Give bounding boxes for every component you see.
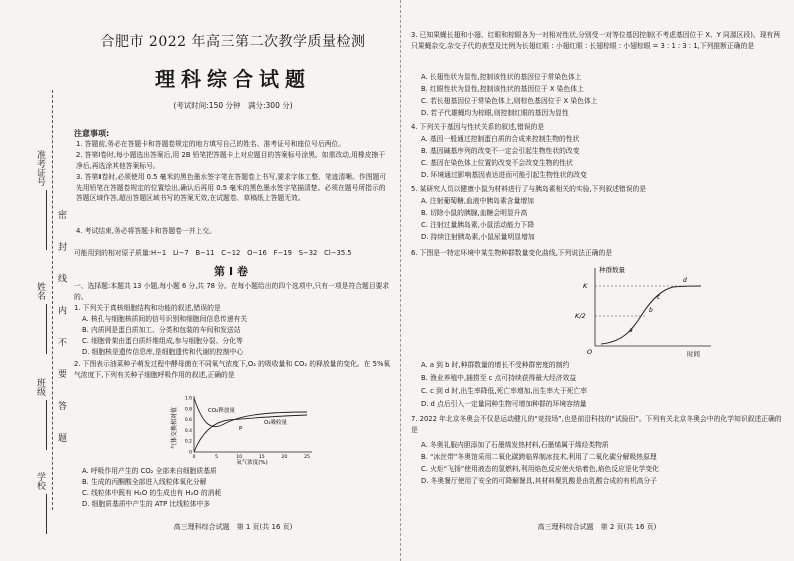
class-label: 班级 [35,378,45,396]
volume-heading: 第Ⅰ卷 [213,265,253,278]
q4-stem: 4. 下列关于基因与性状关系的叙述,错误的是 [411,123,545,131]
q2-option-a: A. 呼吸作用产生的 CO₂ 全部来自细胞质基质 [82,467,217,475]
q2-y-tick-label: 0.4 [184,428,192,434]
q1-option-a: A. 核孔与细胞核质间的信号识别和细胞间信息传递有关 [82,315,248,323]
q6-option-c: C. c 到 d 时,出生率降低,死亡率增加,出生率大于死亡率 [421,387,588,395]
binding-strip [0,0,70,561]
q5-option-d: D. 持续注射胰岛素,小鼠尿量明显增加 [421,233,535,241]
q2-o2-curve [194,415,307,452]
seal-dashed-line [52,90,53,510]
q2-y-tick-label: 1.0 [184,396,192,402]
q1-option-c: C. 细胞骨架由蛋白质纤维组成,参与细胞分裂、分化等 [82,337,243,345]
q2-y-ticks [185,396,192,456]
q2-option-d: D. 细胞质基质中产生的 ATP 比线粒体中多 [82,500,211,508]
exam-title: 合肥市 2022 年高三第二次教学质量检测 [100,34,366,50]
q2-option-b: B. 生成的丙酮酸全部进入线粒体氧化分解 [82,478,207,486]
q6-point-b: b [649,307,653,314]
q7-option-c: C. 火炬“飞扬”使用液态的氢燃料,利用焰色反应使火焰着色,焰色反应是化学变化 [421,465,659,473]
time-info: (考试时间:150 分钟 满分:300 分) [173,101,293,110]
q6-point-d: d [683,277,687,284]
page-2-footer: 高三理科综合试题 第 2 页(共 16 页) [537,523,657,531]
q6-ylabel: 种群数量 [599,266,625,274]
q6-stem: 6. 下图是一特定环境中某生物种群数量变化曲线,下列说法正确的是 [411,249,613,257]
q5-option-c: C. 注射过量胰岛素,小鼠活动能力下降 [421,221,535,229]
q5-stem: 5. 某研究人员以健康小鼠为材料进行了与胰岛素相关的实验,下列叙述错误的是 [411,185,647,193]
school-label: 学校 [35,472,45,490]
q2-stem: 2. 下图表示油菜种子萌发过程中酵母菌在不同氧气浓度下,O₂ 的吸收量和 CO₂ 的释放量的变化。在 5%氧气浓度下,下列有关种子细胞呼吸作用的叙述,正确的是 [74,360,391,379]
q3-option-b: B. 红眼性状为显性,控制该性状的基因位于 X 染色体上 [421,85,584,93]
class-line [46,400,47,450]
admission-label: 准考证号 [35,150,45,186]
q7-stem: 7. 2022 年北京冬奥会不仅是运动健儿的“竞技场”,也是前沿科技的“试验田”。下列有关北京冬奥会中的化学知识叙述正确的是 [411,415,782,434]
q4-option-b: B. 基因碱基序列的改变不一定会引起生物性状的改变 [421,147,580,155]
q2-figure [172,392,322,466]
q6-figure [561,262,721,358]
q1-option-b: B. 内质网是蛋白质加工、分类和包装的车间和发送站 [82,326,241,334]
q6-option-b: B. 渔业养殖中,捕捞至 c 点可持续获得最大经济效益 [421,374,577,382]
name-label: 姓名 [35,282,45,300]
q6-xlabel: 时间 [687,350,700,358]
q1-option-d: D. 细胞核是遗传信息库,是细胞遗传和代谢的控制中心 [82,348,244,356]
notes-heading: 注意事项: [74,129,110,138]
q2-ylabel: 气体交换相对值 [171,406,178,450]
q2-x-tick-label: 15 [258,455,265,460]
q6-growth-curve [601,286,701,344]
q5-option-b: B. 切除小鼠的胰腺,血糖会明显升高 [421,209,528,217]
q4-option-d: D. 环境通过影响基因表达进而可能引起生物性状的改变 [421,171,587,179]
note-3: 3. 答第Ⅱ卷时,必须使用 0.5 毫米的黑色墨水签字笔在答题卷上书写,要求字体工整、笔迹清晰。作图题可先用铅笔在答题卷规定的位置绘出,确认后再用 0.5 毫米的黑色墨水签字笔描清楚。必须在题号所指示的答题区域作答,超出答题区域书写的答案无效,在试题卷、草稿纸上答题无效。 [76,173,387,203]
school-line [46,494,47,534]
q2-option-c: C. 线粒体中既有 H₂O 的生成也有 H₂O 的消耗 [82,489,222,497]
q2-x-tick-label: 0 [192,455,196,460]
atomic-masses: 可能用到的相对原子质量:H−1 Li−7 B−11 C−12 O−16 F−19 S−32 Cl−35.5 [74,249,352,257]
q2-x-tick-label: 20 [281,455,288,460]
q2-series-o2-label: O₂吸收量 [264,420,288,426]
q2-y-tick-label: 0.2 [184,439,192,445]
q6-origin-label: O [587,348,593,356]
q6-option-d: D. d 点后引入一定量同种生物可增加种群的环境容纳量 [421,400,587,408]
seal-text: 密 封 线 内 不 要 答 题 [56,210,66,453]
q6-k2-label: K/2 [575,312,586,320]
q2-y-tick-label: 0.8 [184,407,192,413]
q3-option-a: A. 长翅性状为显性,控制该性状的基因位于常染色体上 [421,73,582,81]
q2-x-tick-label: 25 [304,455,310,460]
q3-option-d: D. 若子代雄蝇均为棕眼,则控制红眼的基因为显性 [421,109,569,117]
note-4: 4. 考试结束,务必将答题卡和答题卷一并上交。 [76,227,216,235]
q6-point-c: c [657,294,661,301]
q2-point-p-label: P [239,426,243,432]
q5-option-a: A. 注射葡萄糖,血液中胰岛素含量增加 [421,197,534,205]
q2-x-tick-label: 10 [236,455,243,460]
q4-option-a: A. 基因一般通过控制蛋白质的合成来控制生物的性状 [421,135,580,143]
q2-y-tick-label: 0 [189,450,192,456]
name-line [46,304,47,354]
q4-option-c: C. 基因在染色体上位置的改变不会改变生物的性状 [421,159,573,167]
note-1: 1. 答题前,务必在答题卡和答题卷规定的地方填写自己的姓名、准考证号和座位号后两位。 [76,140,346,148]
q3-option-c: C. 若长翅基因位于常染色体上,则棕色基因位于 X 染色体上 [421,97,598,105]
q3-stem: 3. 已知果蝇长翅和小翅、红眼和棕眼各为一对相对性状,分别受一对等位基因控制(不考虑基因位于 X、Y 同源区段)。现有两只果蝇杂交,杂交子代的表型及比例为长翅红眼 : 小翅红眼 : 长翅棕眼 : 小翅棕眼 = 3 : 1 : 3 : 1,下列推断正确的是 [411,31,781,50]
q2-series-co2-label: CO₂释放量 [208,408,235,414]
q6-option-a: A. a 到 b 时,种群数量的增长不受种群密度的制约 [421,361,570,369]
q1-stem: 1. 下列关于真核细胞结构和功能的叙述,错误的是 [74,304,221,312]
admission-line [46,190,47,250]
q7-option-a: A. 冬奥礼服内胆添加了石墨烯发热材料,石墨烯属于烯烃类物质 [421,441,609,449]
q7-option-d: D. 冬奥餐厅使用了安全的可降解餐具,其材料聚乳酸是由乳酸合成的有机高分子 [421,477,658,485]
q2-x-tick-label: 5 [215,455,219,460]
q6-k-label: K [583,282,588,290]
q2-xlabel: 氧气浓度(%) [236,460,268,466]
q2-y-tick-label: 0.6 [184,418,192,424]
q7-option-b: B. “冰丝带”冬奥馆采用二氧化碳跨临界制冰技术,利用了二氧化碳分解吸热原理 [421,453,657,461]
note-2: 2. 答第Ⅰ卷时,每小题选出答案后,用 2B 铅笔把答题卡上对应题目的答案标号涂黑。如需改动,用橡皮擦干净后,再选涂其他答案标号。 [76,151,386,170]
page-1-footer: 高三理科综合试题 第 1 页(共 16 页) [173,523,293,531]
page-2 [400,0,794,561]
q6-point-a: a [629,327,633,334]
subject-title: 理科综合试题 [155,67,311,91]
section-intro: 一、选择题:本题共 13 小题,每小题 6 分,共 78 分。在每小题给出的四个选项中,只有一项是符合题目要求的。 [74,282,390,301]
